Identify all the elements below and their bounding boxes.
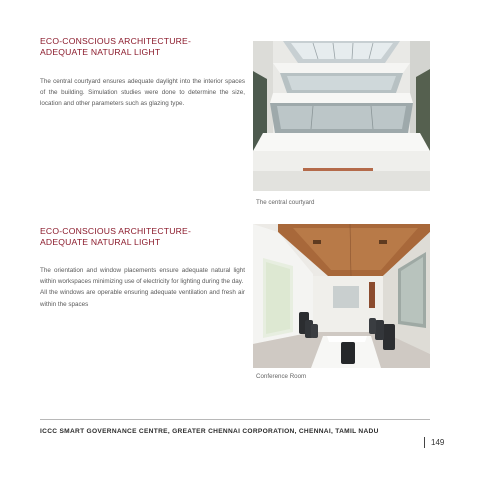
paragraph: The central courtyard ensures adequate daylight into the interior spaces of the building. Simulation studies were done to determine the size, location and other parameters such as glazing type. <box>40 78 245 108</box>
section-title-line-1: ECO-CONSCIOUS ARCHITECTURE- <box>40 36 192 46</box>
conference-illustration <box>253 224 430 368</box>
caption-conference: Conference Room <box>256 373 307 380</box>
section-title-line-2: ADEQUATE NATURAL LIGHT <box>40 47 161 57</box>
paragraph: All the windows are operable ensuring adequate ventilation and fresh air within the spaces <box>40 289 245 308</box>
paragraph: The orientation and window placements ensure adequate natural light within workspaces minimizing use of electricity for lighting during the day. <box>40 267 245 286</box>
section-title-courtyard <box>40 36 240 58</box>
courtyard-illustration <box>253 41 430 191</box>
section-body-conference <box>40 265 245 310</box>
page-number: 149 <box>431 437 445 447</box>
section-title-conference <box>40 226 240 248</box>
photo-central-courtyard <box>253 41 430 191</box>
page-number-divider <box>424 437 425 448</box>
page-number-block <box>424 436 444 448</box>
section-body-courtyard <box>40 76 245 110</box>
section-title-line-2: ADEQUATE NATURAL LIGHT <box>40 237 161 247</box>
photo-conference-room <box>253 224 430 368</box>
caption-courtyard: The central courtyard <box>256 199 315 206</box>
footer-project-title: ICCC SMART GOVERNANCE CENTRE, GREATER CHENNAI CORPORATION, CHENNAI, TAMIL NADU <box>40 428 379 435</box>
footer-divider <box>40 419 430 420</box>
section-title-line-1: ECO-CONSCIOUS ARCHITECTURE- <box>40 226 192 236</box>
